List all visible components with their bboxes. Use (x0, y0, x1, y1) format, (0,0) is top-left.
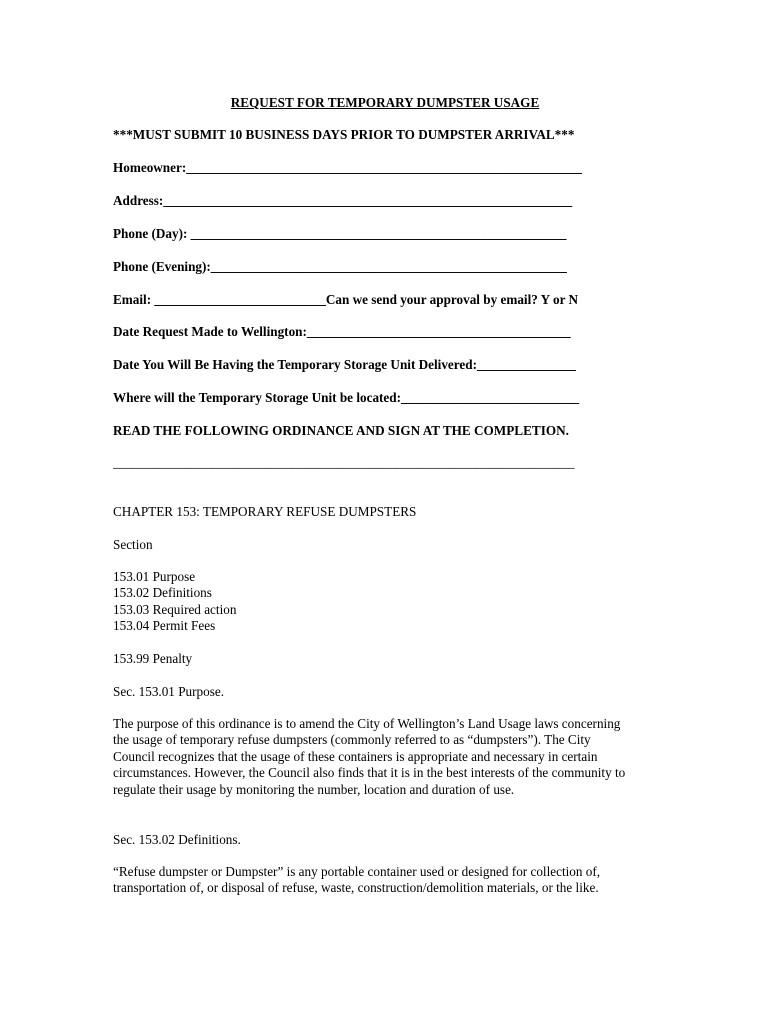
location-field[interactable]: Where will the Temporary Storage Unit be located:___________________________ (113, 390, 580, 405)
section-heading-definitions: Sec. 153.02 Definitions. (113, 832, 241, 847)
form-title: REQUEST FOR TEMPORARY DUMPSTER USAGE (230, 95, 540, 110)
paragraph-line: transportation of, or disposal of refuse, waste, construction/demolition materials, or the like. (113, 880, 599, 896)
homeowner-field[interactable]: Homeowner:____________________________________________________________ (113, 160, 582, 175)
phone-day-field[interactable]: Phone (Day): _________________________________________________________ (113, 226, 567, 241)
signature-line[interactable]: ______________________________________________________________________ (113, 455, 575, 470)
submission-notice: ***MUST SUBMIT 10 BUSINESS DAYS PRIOR TO DUMPSTER ARRIVAL*** (113, 127, 575, 142)
email-field[interactable]: Email: __________________________Can we send your approval by email? Y or N (113, 292, 578, 307)
definitions-paragraph (113, 864, 673, 897)
toc-item: 153.01 Purpose (113, 569, 196, 584)
toc-item: 153.03 Required action (113, 602, 237, 617)
date-request-field[interactable]: Date Request Made to Wellington:________________________________________ (113, 324, 571, 339)
paragraph-line: “Refuse dumpster or Dumpster” is any portable container used or designed for collection of, (113, 864, 601, 879)
address-field[interactable]: Address:______________________________________________________________ (113, 193, 573, 208)
paragraph-line: the usage of temporary refuse dumpsters (commonly referred to as “dumpsters”). The City (113, 732, 591, 748)
paragraph-line: Council recognizes that the usage of these containers is appropriate and necessary in certain (113, 748, 598, 764)
paragraph-line: circumstances. However, the Council also finds that it is in the best interests of the community to (113, 765, 626, 781)
toc-penalty: 153.99 Penalty (113, 651, 193, 666)
ordinance-instruction: READ THE FOLLOWING ORDINANCE AND SIGN AT THE COMPLETION. (113, 423, 569, 438)
purpose-paragraph (113, 716, 673, 798)
phone-evening-field[interactable]: Phone (Evening):______________________________________________________ (113, 259, 567, 274)
section-label: Section (113, 537, 153, 552)
toc-item: 153.02 Definitions (113, 585, 212, 600)
section-heading-purpose: Sec. 153.01 Purpose. (113, 684, 224, 699)
date-delivered-field[interactable]: Date You Will Be Having the Temporary Storage Unit Delivered:_______________ (113, 357, 576, 372)
paragraph-line: The purpose of this ordinance is to amend the City of Wellington’s Land Usage laws concerning (113, 716, 621, 731)
paragraph-line: regulate their usage by monitoring the number, location and duration of use. (113, 781, 515, 797)
toc-item: 153.04 Permit Fees (113, 618, 216, 633)
chapter-heading: CHAPTER 153: TEMPORARY REFUSE DUMPSTERS (113, 504, 417, 519)
